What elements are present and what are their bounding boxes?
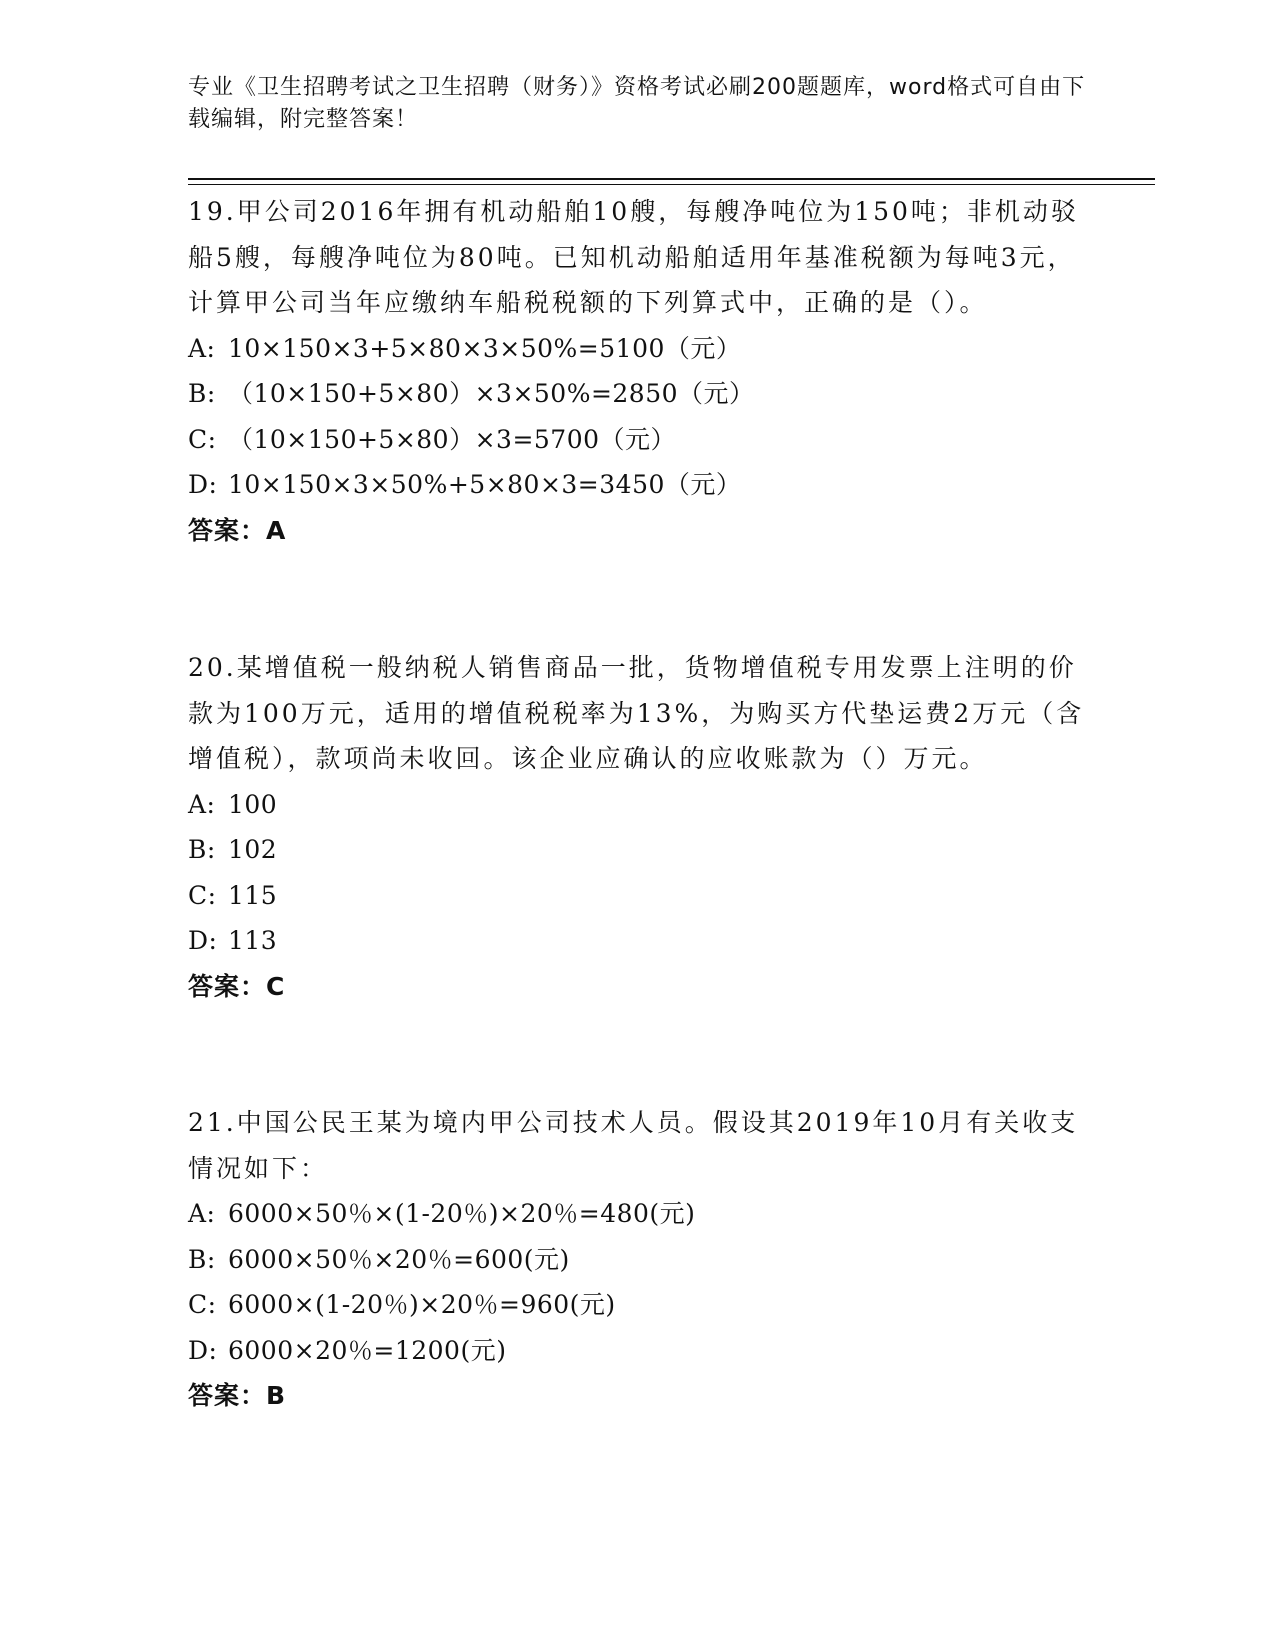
option-c [188, 1282, 1088, 1328]
option-d [188, 918, 1088, 964]
option-letter: D: [188, 470, 218, 499]
document-header: 专业《卫生招聘考试之卫生招聘（财务）》资格考试必刷200题题库，word格式可自由下载编辑，附完整答案！ [188, 75, 1086, 132]
answer-line: 答案：C [188, 971, 286, 1001]
option-c [188, 417, 1088, 463]
option-c [188, 873, 1088, 919]
option-list [188, 326, 1088, 508]
answer-line: 答案：B [188, 1381, 287, 1410]
option-text: 6000×(1-20％)×20％=960(元) [228, 1290, 616, 1319]
option-letter: A: [188, 333, 216, 363]
option-a [188, 782, 1088, 828]
question-stem: 21.中国公民王某为境内甲公司技术人员。假设其2019年10月有关收支情况如下： [188, 1108, 1079, 1183]
option-letter: D: [188, 926, 218, 955]
question-stem: 20.某增值税一般纳税人销售商品一批，货物增值税专用发票上注明的价款为100万元，适用的增值税税率为13%，为购买方代垫运费2万元（含增值税），款项尚未收回。该企业应确认的应收账款为（）万元。 [188, 653, 1085, 773]
option-list [188, 782, 1088, 964]
option-letter: A: [188, 789, 216, 819]
question-19 [188, 189, 1088, 553]
header-divider-thin [188, 184, 1155, 185]
answer-line: 答案：A [188, 515, 287, 545]
option-letter: B: [188, 379, 216, 408]
option-a [188, 326, 1088, 372]
option-d [188, 1328, 1088, 1374]
option-a [188, 1191, 1088, 1237]
option-letter: A: [188, 1199, 216, 1228]
option-letter: C: [188, 1290, 217, 1319]
option-letter: C: [188, 424, 217, 454]
option-b [188, 371, 1088, 417]
option-text: 6000×20％=1200(元) [228, 1335, 507, 1365]
question-stem: 19.甲公司2016年拥有机动船舶10艘，每艘净吨位为150吨；非机动驳船5艘，每艘净吨位为80吨。已知机动船舶适用年基准税额为每吨3元，计算甲公司当年应缴纳车船税税额的下列算式中，正确的是（）。 [188, 197, 1079, 317]
header-divider-thick [188, 178, 1155, 180]
option-letter: C: [188, 880, 217, 910]
option-b [188, 1237, 1088, 1283]
question-20 [188, 645, 1088, 1009]
option-letter: D: [188, 1335, 218, 1365]
option-letter: B: [188, 1244, 216, 1274]
option-letter: B: [188, 835, 216, 864]
option-text: 6000×50％×20％=600(元) [228, 1244, 570, 1274]
option-text: 113 [228, 926, 278, 955]
option-list [188, 1191, 1088, 1373]
option-text: 10×150×3+5×80×3×50%=5100（元） [228, 333, 742, 363]
option-text: （10×150+5×80）×3=5700（元） [228, 424, 677, 454]
option-b [188, 827, 1088, 873]
option-text: （10×150+5×80）×3×50%=2850（元） [228, 379, 755, 408]
option-text: 115 [228, 880, 278, 910]
option-text: 102 [228, 835, 278, 864]
option-d [188, 462, 1088, 508]
option-text: 100 [228, 789, 278, 819]
option-text: 10×150×3×50%+5×80×3=3450（元） [228, 470, 742, 499]
option-text: 6000×50％×(1-20％)×20％=480(元) [228, 1199, 696, 1228]
question-21 [188, 1100, 1088, 1419]
